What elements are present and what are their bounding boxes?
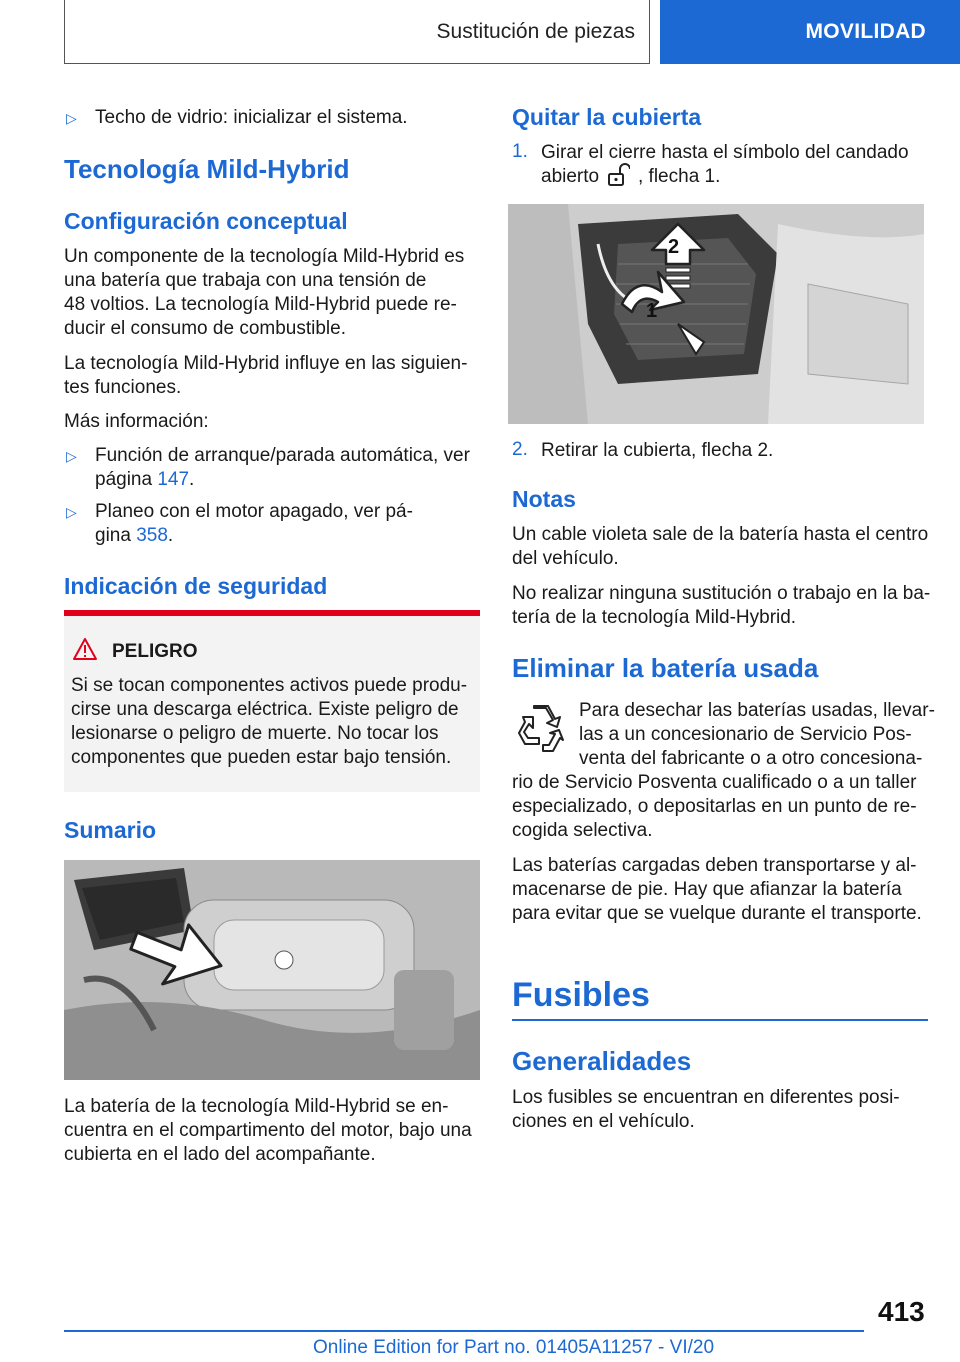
warning-triangle-icon (72, 637, 98, 661)
general-line-1: ciones en el vehículo. (512, 1111, 695, 1132)
b1-line-2 (95, 468, 194, 492)
notes2-line-1: tería de la tecnología Mild-Hybrid. (512, 607, 797, 628)
dispose-line-4: especializado, o depositarlas en un punto de re- (512, 796, 917, 817)
dispose-line-1: las a un concesionario de Servicio Pos- (579, 724, 912, 745)
heading-dispose: Eliminar la batería usada (512, 653, 819, 683)
heading-remove-cover: Quitar la cubierta (512, 104, 702, 130)
heading-fuses: Fusibles (512, 976, 650, 1014)
heading-config: Configuración conceptual (64, 208, 348, 234)
danger-line-0: Si se tocan componentes activos puede produ- (71, 675, 468, 696)
danger-line-3: componentes que pueden estar bajo tensión. (71, 747, 452, 768)
p1-line-1: una batería que trabaja con una tensión de (64, 270, 427, 291)
notes1-line-0: Un cable violeta sale de la batería hasta el centro (512, 524, 929, 545)
header-chapter-title: MOVILIDAD (805, 20, 926, 43)
p1-line-0: Un componente de la tecnología Mild-Hybrid es (64, 246, 465, 267)
b2-dot: . (167, 525, 174, 546)
summary-line-1: cuentra en el compartimento del motor, bajo una (64, 1120, 472, 1141)
header-section-title: Sustitución de piezas (436, 19, 635, 43)
header-section (64, 0, 650, 64)
page-link-147[interactable]: 147 (157, 469, 190, 490)
bullet-triangle-icon: ▷ (66, 448, 77, 464)
notes1-line-1: del vehículo. (512, 548, 619, 569)
b1-dot: . (189, 469, 195, 490)
danger-label: PELIGRO (112, 641, 198, 662)
arrow-2-label: 2 (668, 236, 680, 258)
p1-line-2: 48 voltios. La tecnología Mild-Hybrid puede re- (64, 294, 457, 315)
heading-mild-hybrid: Tecnología Mild-Hybrid (64, 154, 350, 184)
open-padlock-icon (606, 162, 630, 188)
bullet-triangle-icon: ▷ (66, 110, 77, 126)
heading-notes: Notas (512, 486, 576, 512)
p1-line-3: ducir el consumo de combustible. (64, 318, 346, 339)
dispose-line-3: rio de Servicio Posventa cualificado o a un taller (512, 772, 917, 793)
b2-line-2 (95, 524, 173, 548)
battery-cover-photo (508, 204, 924, 424)
step-1-line-1: Girar el cierre hasta el símbolo del candado (541, 142, 909, 163)
header-chapter (660, 0, 960, 64)
danger-line-2: lesionarse o peligro de muerte. No tocar los (71, 723, 439, 744)
page-link-358[interactable]: 358 (136, 525, 168, 546)
bullet-top: Techo de vidrio: inicializar el sistema. (95, 107, 408, 128)
p3: Más información: (64, 411, 209, 432)
step-2-number: 2. (512, 439, 528, 460)
summary-line-2: cubierta en el lado del acompañante. (64, 1144, 376, 1165)
heading-general: Generalidades (512, 1046, 692, 1076)
dispose-line-0: Para desechar las baterías usadas, llevar- (579, 700, 935, 721)
notes2-line-0: No realizar ninguna sustitución o trabajo en la ba- (512, 583, 931, 604)
arrow-1-label: 1 (646, 300, 658, 322)
step-1-line-2a: abierto (541, 166, 600, 187)
b2-text: gina (95, 525, 137, 546)
recycling-icon (513, 700, 567, 754)
p2-line-0: La tecnología Mild-Hybrid influye en las siguien- (64, 353, 468, 374)
engine-bay-photo (64, 860, 480, 1080)
danger-line-1: cirse una descarga eléctrica. Existe peligro de (71, 699, 459, 720)
dispose2-line-0: Las baterías cargadas deben transportarse y al- (512, 855, 917, 876)
battery-cover-illustration (508, 204, 924, 424)
step-1-line-2b: , flecha 1. (638, 166, 721, 187)
summary-line-0: La batería de la tecnología Mild-Hybrid se en- (64, 1096, 449, 1117)
dispose-line-2: venta del fabricante o a otro concesiona- (579, 748, 923, 769)
b2-line-1: Planeo con el motor apagado, ver pá- (95, 501, 413, 522)
fuses-rule (512, 1019, 928, 1021)
bullet-triangle-icon: ▷ (66, 504, 77, 520)
step-2-text: Retirar la cubierta, flecha 2. (541, 440, 774, 461)
b1-text: página (95, 469, 158, 490)
step-1-number: 1. (512, 141, 528, 162)
heading-summary: Sumario (64, 817, 157, 843)
engine-bay-illustration (64, 860, 480, 1080)
page-number: 413 (878, 1296, 925, 1327)
b1-line-1: Función de arranque/parada automática, ver (95, 445, 470, 466)
dispose2-line-2: para evitar que se vuelque durante el transporte. (512, 903, 922, 924)
p2-line-1: tes funciones. (64, 377, 182, 398)
general-line-0: Los fusibles se encuentran en diferentes posi- (512, 1087, 900, 1108)
footer-edition: Online Edition for Part no. 01405A11257 - VI/20 (313, 1337, 715, 1358)
dispose2-line-1: macenarse de pie. Hay que afianzar la batería (512, 879, 902, 900)
heading-safety: Indicación de seguridad (64, 573, 328, 599)
dispose-line-5: cogida selectiva. (512, 820, 653, 841)
footer-rule (64, 1330, 864, 1332)
